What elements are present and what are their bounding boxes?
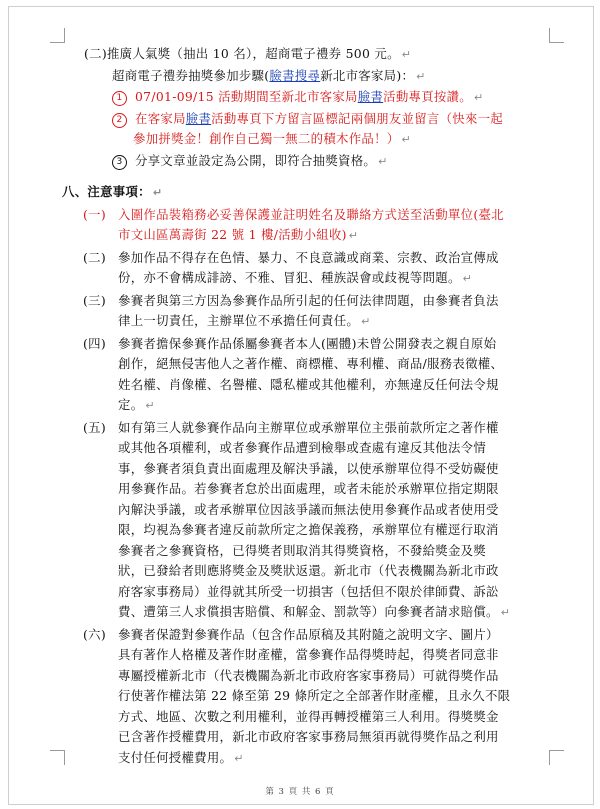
notice-item-number: (五) <box>83 419 106 435</box>
step-text-end: 活動專頁下方留言區標記兩個朋友並留言（快來一起 <box>211 110 504 126</box>
notice-item-text: 入圍作品裝箱務必妥善保護並註明姓名及聯絡方式送至活動單位(臺北 <box>118 206 504 222</box>
notice-item-line <box>118 311 556 333</box>
notice-item-text: 律上一切責任，主辦單位不承擔任何責任。 <box>118 313 360 328</box>
notice-item-text: 專屬授權新北市（代表機關為新北市政府客家事務局）可就得獎作品 <box>118 667 499 683</box>
step-number: 2 <box>112 113 127 128</box>
notice-item-text: 用參賽作品。若參賽者怠於出面處理，或者未能於承辦單位指定期限 <box>118 481 499 496</box>
step-line <box>56 109 556 130</box>
notice-item-text: 如有第三人就參賽作品向主辦單位或承辦單位主張前款所定之著作權 <box>118 419 499 435</box>
document-body <box>56 44 556 769</box>
notice-item-line <box>118 541 556 562</box>
notice-item-text: 事，參賽者須負責出面處理及解決爭議，以使承辦單位得不受妨礙使 <box>118 460 499 476</box>
step-text-end: 活動專頁按讚。 <box>383 89 472 104</box>
notice-item-text: 參賽者之參賽資格，已得獎者則取消其得獎資格，不發給獎金及獎 <box>118 542 487 558</box>
step-line <box>56 129 556 151</box>
notice-item-number: (六) <box>83 626 106 642</box>
crop-mark <box>50 28 65 43</box>
notice-item <box>56 248 556 290</box>
notice-item-line <box>118 225 556 247</box>
notice-item-line <box>118 418 556 439</box>
section8-heading-text: 八、注意事項： <box>62 184 151 199</box>
notice-item-line <box>118 561 556 582</box>
prize2-steps-list <box>56 87 556 172</box>
notice-item-text: 定。 <box>118 397 144 412</box>
notice-item-text: 支付任何授權費用。 <box>118 749 233 765</box>
notice-item-number: (三) <box>83 292 106 308</box>
notice-item-line <box>118 354 556 375</box>
notice-item-line <box>118 375 556 396</box>
paragraph-mark: ↵ <box>152 186 163 199</box>
notice-item-text: 市文山區萬壽街 22 號 1 樓/活動小組收) <box>118 227 347 242</box>
notice-item-text: 份，亦不會構成誹謗、不雅、冒犯、種族誤會或歧視等問題。 <box>118 270 461 285</box>
notice-item-line <box>118 707 556 728</box>
step-text: 分享文章並設定為公開，即符合抽獎資格。 <box>135 152 377 168</box>
notice-item-line <box>118 395 556 417</box>
paragraph-mark: ↵ <box>361 315 371 328</box>
notice-item-line <box>118 334 556 355</box>
notice-item-text: 參加作品不得存在色情、暴力、不良意識或商業、宗教、政治宣傳成 <box>118 249 499 265</box>
paragraph-mark: ↵ <box>378 154 388 168</box>
paragraph-mark: ↵ <box>500 606 511 619</box>
paragraph-mark: ↵ <box>462 272 473 285</box>
notice-item-line <box>118 291 556 312</box>
notice-item <box>56 291 556 333</box>
prize2-label: (二) <box>84 46 107 61</box>
notice-item-line <box>118 479 556 500</box>
notice-item-line <box>118 666 556 687</box>
step-number: 1 <box>112 91 127 106</box>
notice-item-number: (四) <box>83 335 106 351</box>
facebook-search-link[interactable]: 臉書搜尋 <box>269 67 321 83</box>
prize2-text: 推廣人氣獎（抽出 10 名），超商電子禮券 500 元。 <box>106 46 400 61</box>
notice-item-line <box>118 268 556 290</box>
notice-item-line <box>118 248 556 269</box>
facebook-link[interactable]: 臉書 <box>357 89 384 104</box>
step-text: 參加拼獎金！創作自己獨一無二的積木作品！） <box>133 131 400 146</box>
notice-item-text: 姓名權、肖像權、名譽權、隱私權或其他權利，亦無違反任何法令規 <box>118 376 499 392</box>
notice-item-text: 參賽者保證對參賽作品（包含作品原稿及其附隨之說明文字、圖片） <box>118 626 499 642</box>
notice-item-line <box>118 459 556 480</box>
notice-item-text: 或其他各項權利，或者參賽作品遭到檢舉或查處有違反其他法令情 <box>118 440 487 455</box>
section8-heading <box>56 182 556 204</box>
notice-item-text: 參賽者擔保參賽作品係屬參賽者本人(團體)未曾公開發表之親自原始 <box>118 335 497 351</box>
notice-item <box>56 625 556 770</box>
prize2-line <box>56 44 556 66</box>
notice-item-text: 內解決爭議，或者承辦單位因該爭議而無法使用參賽作品或者使用受 <box>118 501 499 517</box>
step-text: 在客家局 <box>135 110 186 126</box>
step-line <box>56 151 556 173</box>
notice-item-text: 費、遭第三人求償損害賠償、和解金、罰款等）向參賽者請求賠償。 <box>118 604 499 619</box>
notice-item <box>56 334 556 417</box>
notice-item-line <box>118 625 556 646</box>
notice-item-line <box>118 500 556 521</box>
notice-item <box>56 418 556 624</box>
steps-intro-text-end: 新北市客家局)： <box>320 67 415 83</box>
notice-item-line <box>118 438 556 459</box>
notice-item-line <box>118 748 556 770</box>
notice-item-line <box>118 520 556 541</box>
notice-item-text: 方式、地區、次數之利用權利，並得再轉授權第三人利用。得獎獎金 <box>118 708 499 724</box>
notice-item-text: 限，均視為參賽者違反前款所定之擔保義務，承辦單位有權逕行取消 <box>118 522 499 537</box>
notice-item-line <box>118 582 556 603</box>
paragraph-mark: ↵ <box>348 229 359 242</box>
page-number: 第 3 頁 共 6 頁 <box>265 787 335 797</box>
steps-intro-text: 超商電子禮券抽獎參加步驟( <box>112 67 270 83</box>
notice-item-line <box>118 727 556 748</box>
notice-item-line <box>118 645 556 666</box>
step-text: 07/01-09/15 活動期間至新北市客家局 <box>135 89 358 104</box>
page-footer <box>0 785 600 797</box>
step-line <box>56 87 556 109</box>
notice-item-text: 創作，絕無侵害他人之著作權、商標權、專利權、商品/服務表徵權、 <box>118 356 504 371</box>
paragraph-mark: ↵ <box>401 133 412 146</box>
crop-mark <box>549 28 564 43</box>
facebook-link[interactable]: 臉書 <box>185 110 212 126</box>
notice-item-text: 府客家事務局）並得就其所受一切損害（包括但不限於律師費、訴訟 <box>118 583 499 599</box>
paragraph-mark: ↵ <box>416 69 426 83</box>
step-number: 3 <box>112 155 127 170</box>
paragraph-mark: ↵ <box>234 751 244 765</box>
notice-item-line <box>118 686 556 707</box>
notice-item-text: 參賽者與第三方因為參賽作品所引起的任何法律問題，由參賽者負法 <box>118 292 499 308</box>
notice-item-line <box>118 602 556 624</box>
notice-item-text: 已含著作授權費用，新北市政府客家事務局無須再就得獎作品之利用 <box>118 729 499 744</box>
paragraph-mark: ↵ <box>401 48 412 61</box>
paragraph-mark: ↵ <box>473 91 484 104</box>
prize2-steps-intro <box>56 66 556 88</box>
notice-item-text: 行使著作權法第 22 條至第 29 條所定之全部著作財產權，且永久不限 <box>118 688 511 703</box>
notice-item-line <box>118 205 556 226</box>
notice-item-number: (二) <box>83 249 106 265</box>
notice-item-text: 狀，已發給者則應將獎金及獎狀返還。新北市（代表機關為新北市政 <box>118 563 499 578</box>
notice-item <box>56 205 556 247</box>
paragraph-mark: ↵ <box>145 399 155 412</box>
notice-item-text: 具有著作人格權及著作財產權，當參賽作品得獎時起，得獎者同意非 <box>118 647 499 662</box>
section8-items <box>56 205 556 770</box>
notice-item-number: (一) <box>83 206 106 222</box>
